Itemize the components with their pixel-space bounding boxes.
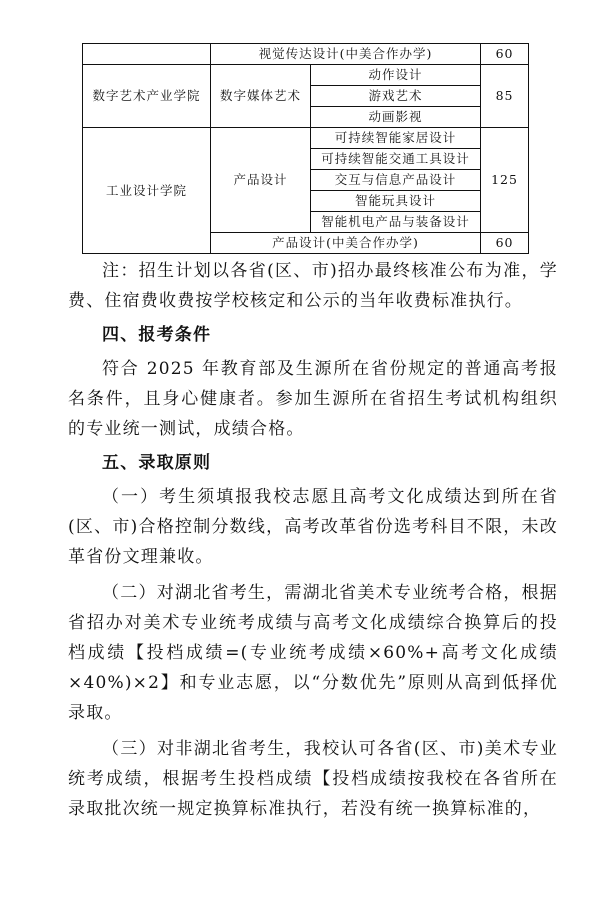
table-cell-college: 工业设计学院	[83, 128, 211, 254]
document-body	[68, 256, 558, 824]
section-heading-eligibility: 四、报考条件	[102, 325, 212, 345]
admission-paragraph-2: （二）对湖北省考生，需湖北省美术专业统考合格，根据省招办对美术专业统考成绩与高考文化成绩综合换算后的投档成绩【投档成绩=(专业统考成绩×60%+高考文化成绩×40%)×2】和专业志愿，以“分数优先”原则从高到低择优录取。	[68, 583, 558, 723]
enrollment-plan-table	[82, 43, 529, 254]
table-row	[83, 44, 529, 65]
table-cell-major: 产品设计(中美合作办学)	[211, 233, 481, 254]
table-cell-direction: 交互与信息产品设计	[311, 170, 481, 191]
table-cell-major: 产品设计	[211, 128, 311, 233]
table-cell-college: 数字艺术产业学院	[83, 65, 211, 128]
table-row	[83, 128, 529, 149]
table-cell-direction: 可持续智能家居设计	[311, 128, 481, 149]
table-cell-major: 数字媒体艺术	[211, 65, 311, 128]
table-row	[83, 65, 529, 86]
table-cell-count: 60	[481, 44, 529, 65]
admission-paragraph-3: （三）对非湖北省考生，我校认可各省(区、市)美术专业统考成绩，根据考生投档成绩【投档成绩按我校在各省所在录取批次统一规定换算标准执行，若没有统一换算标准的，	[68, 739, 558, 819]
table-cell-direction: 智能机电产品与装备设计	[311, 212, 481, 233]
note-paragraph: 注：招生计划以各省(区、市)招办最终核准公布为准，学费、住宿费收费按学校核定和公示的当年收费标准执行。	[68, 261, 558, 311]
table-cell-count: 60	[481, 233, 529, 254]
table-cell-major: 视觉传达设计(中美合作办学)	[211, 44, 481, 65]
table-cell-direction: 动作设计	[311, 65, 481, 86]
table-cell-direction: 游戏艺术	[311, 86, 481, 107]
table-cell-direction: 可持续智能交通工具设计	[311, 149, 481, 170]
table-cell-direction: 动画影视	[311, 107, 481, 128]
section-heading-admission: 五、录取原则	[102, 453, 212, 473]
table-cell-count: 125	[481, 128, 529, 233]
table-cell-empty	[83, 44, 211, 65]
table-cell-count: 85	[481, 65, 529, 128]
eligibility-paragraph: 符合 2025 年教育部及生源所在省份规定的普通高考报名条件，且身心健康者。参加生源所在省招生考试机构组织的专业统一测试，成绩合格。	[68, 359, 558, 439]
admission-paragraph-1: （一）考生须填报我校志愿且高考文化成绩达到所在省(区、市)合格控制分数线，高考改革省份选考科目不限，未改革省份文理兼收。	[68, 487, 558, 567]
table-cell-direction: 智能玩具设计	[311, 191, 481, 212]
